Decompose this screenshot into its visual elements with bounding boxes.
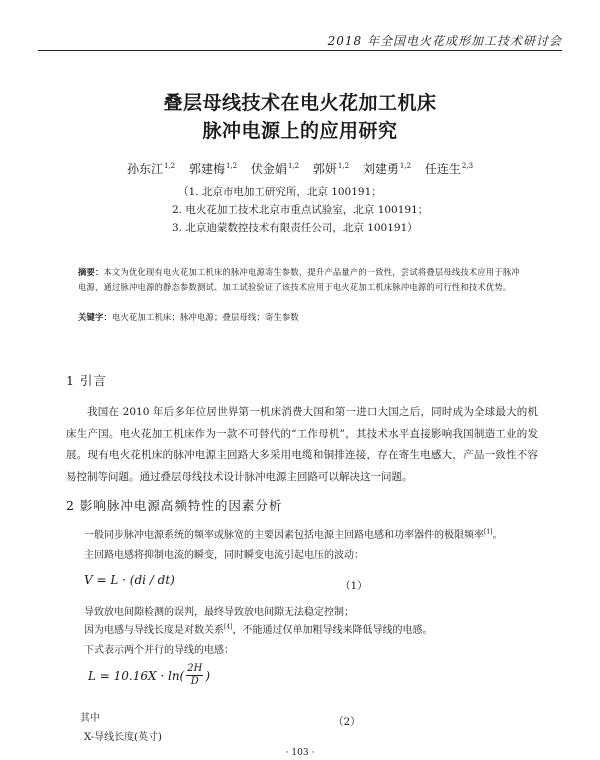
author: 郭建梅$^{1,2}$ [188, 162, 238, 176]
affiliation: 2. 电火花加工技术北京市重点试验室，北京 100191； [172, 204, 429, 216]
author: 任连生$^{2,3}$ [424, 162, 474, 176]
author: 郭妍$^{1,2}$ [312, 162, 350, 176]
section-heading: 1 引言 [66, 373, 107, 388]
body-line: 导致放电间隙检测的误判，最终导致放电间隙无法稳定控制； [84, 607, 354, 618]
page-number: · 103 · [285, 748, 315, 758]
fraction: $\frac{2H}{D}$ [187, 663, 203, 687]
equation-number: （1） [340, 580, 368, 592]
citation: [4] [224, 623, 233, 631]
citation: [1] [484, 528, 493, 536]
author: 伏金娟$^{1,2}$ [250, 162, 300, 176]
keywords-label: 关键字： [78, 312, 112, 322]
body-paragraph: 我国在 2010 年后多年位居世界第一机床消费大国和第一进口大国之后，同时成为全球最大的机床生产国。电火花加工机床作为一款不可替代的“工作母机”，其技术水平直接影响我国制造工业的发展。现有电火花机床的脉冲电源主回路大多采用电缆和铜排连接，存在寄生电感大，产品一致性不容易控制等问题。通过叠层母线技术设计脉冲电源主回路可以解决这一问题。 [66, 406, 538, 483]
author: 刘建勇$^{1,2}$ [362, 162, 412, 176]
affiliation: 3. 北京迪蒙数控技术有限责任公司，北京 100191） [172, 222, 418, 234]
abstract-label: 摘要： [78, 267, 104, 277]
body-line: 一般同步脉冲电源系统的频率或脉宽的主要因素包括电源主回路电感和功率器件的极限频率[1]。 [84, 528, 503, 541]
abstract [78, 265, 524, 295]
body-line: 因为电感与导线长度是对数关系[4]，不能通过仅单加粗导线来降低导线的电感。 [84, 623, 433, 636]
equation: L = 10.16X · ln( $\frac{2H}{D}$ ) [88, 663, 211, 687]
abstract-text: 本文为优化现有电火花加工机床的脉冲电源寄生参数，提升产品量产的一致性，尝试将叠层母线技术应用于脉冲电源，通过脉冲电源的静态参数测试、加工试验验证了该技术应用于电火花加工机床脉冲电源的可行性和技术优势。 [78, 267, 520, 292]
keywords [78, 311, 299, 323]
keywords-text: 电火花加工机床；脉冲电源；叠层母线；寄生参数 [112, 312, 299, 322]
body-line: 其中 [80, 713, 100, 724]
author: 孙东江$^{1,2}$ [126, 162, 176, 176]
affiliation: （1. 北京市电加工研究所，北京 100191； [178, 186, 382, 198]
section-heading: 2 影响脉冲电源高频特性的因素分析 [66, 498, 283, 513]
body-line: 主回路电感将抑制电流的瞬变，同时瞬变电流引起电压的波动： [84, 550, 364, 561]
equation-number: （2） [333, 716, 361, 728]
running-header: 2018 年全国电火花成形加工技术研讨会 [327, 34, 562, 48]
header-rule [38, 50, 562, 51]
body-line: X-导线长度(英寸) [84, 732, 162, 743]
paper-title-line-2: 脉冲电源上的应用研究 [202, 120, 398, 142]
author-list [0, 160, 600, 177]
equation: V = L · (di / dt) [84, 573, 175, 587]
paper-title-line-1: 叠层母线技术在电火花加工机床 [163, 92, 437, 114]
body-line: 下式表示两个并行的导线的电感： [84, 645, 234, 656]
